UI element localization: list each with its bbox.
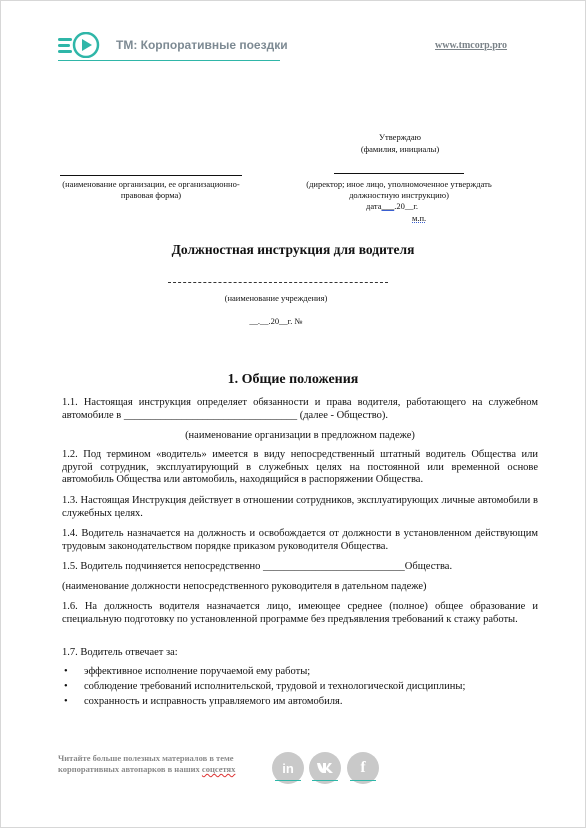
site-link[interactable]: www.tmcorp.pro	[435, 40, 508, 51]
vk-underline	[312, 780, 338, 781]
list-item-text: эффективное исполнение поручаемой ему работы;	[84, 666, 311, 677]
document-title: Должностная инструкция для водителя	[171, 242, 415, 257]
bullet-icon: •	[64, 696, 68, 707]
section-title: 1. Общие положения	[227, 372, 359, 387]
footer-line-2	[58, 764, 258, 775]
approval-date	[366, 201, 418, 211]
paragraph-1-6: 1.6. На должность водителя назначается лицо, имеющее среднее (полное) общее образование и специальную подготовку по установленной программе без предъявления требований к стажу работы.	[62, 601, 538, 625]
institution-line	[168, 282, 388, 283]
bullet-icon: •	[64, 681, 68, 692]
stamp-place: м.п.	[412, 213, 427, 223]
org-caption: (наименование организации, ее организационно-правовая форма)	[62, 179, 240, 200]
footer-text	[58, 753, 258, 775]
director-caption: (директор; иное лицо, уполномоченное утверждать должностную инструкцию)	[306, 179, 492, 200]
name-caption: (фамилия, инициалы)	[360, 144, 440, 154]
list-item-text: соблюдение требований исполнительской, трудовой и технологической дисциплины;	[84, 681, 466, 692]
date-prefix: дата	[366, 201, 382, 211]
date-suffix: .20__г.	[394, 201, 418, 211]
approve-label: Утверждаю	[378, 132, 422, 142]
date-blank: ___	[381, 201, 395, 211]
list-item-text: сохранность и исправность управляемого им автомобиля.	[84, 696, 343, 707]
brand-underline	[58, 60, 280, 61]
footer-line-1: Читайте больше полезных материалов в теме	[58, 753, 234, 763]
paragraph-1-1: 1.1. Настоящая инструкция определяет обязанности и права водителя, работающего на служебном автомобиле в _________________________________ (далее - Общество).	[62, 397, 538, 421]
paragraph-1-5-caption: (наименование должности непосредственного руководителя в дательном падеже)	[62, 581, 427, 592]
paragraph-1-5: 1.5. Водитель подчиняется непосредственно ___________________________Общества.	[62, 561, 453, 572]
document-number: __.__.20__г. №	[249, 316, 303, 326]
paragraph-1-1-caption: (наименование организации в предложном падеже)	[185, 430, 415, 441]
logo-icon	[58, 32, 102, 58]
paragraph-1-7: 1.7. Водитель отвечает за:	[62, 647, 178, 658]
linkedin-icon[interactable]: in	[272, 752, 304, 784]
facebook-icon[interactable]: f	[347, 752, 379, 784]
paragraph-1-3: 1.3. Настоящая Инструкция действует в отношении сотрудников, эксплуатирующих личные автомобили в служебных целях.	[62, 495, 538, 519]
org-name-line	[60, 175, 242, 176]
institution-caption: (наименование учреждения)	[224, 293, 328, 303]
linkedin-underline	[275, 780, 301, 781]
paragraph-1-2: 1.2. Под термином «водитель» имеется в виду непосредственный штатный водитель Общества или другой сотрудник, эксплуатирующий в служебных целях на постоянной или временной основе автомобиль Общества или автомобиль, находящийся в распоряжении Общества.	[62, 449, 538, 485]
footer-line-2-text: корпоративных автопарков в наших	[58, 764, 200, 774]
bullet-icon: •	[64, 666, 68, 677]
footer-link[interactable]: соцсетях	[201, 764, 236, 774]
vk-glyph-icon	[316, 762, 334, 774]
director-signature-line	[334, 173, 464, 174]
facebook-underline	[350, 780, 376, 781]
paragraph-1-4: 1.4. Водитель назначается на должность и освобождается от должности в установленном действующим трудовым законодательством порядке приказом руководителя Общества.	[62, 528, 538, 552]
brand-name: ТМ: Корпоративные поездки	[116, 38, 288, 52]
